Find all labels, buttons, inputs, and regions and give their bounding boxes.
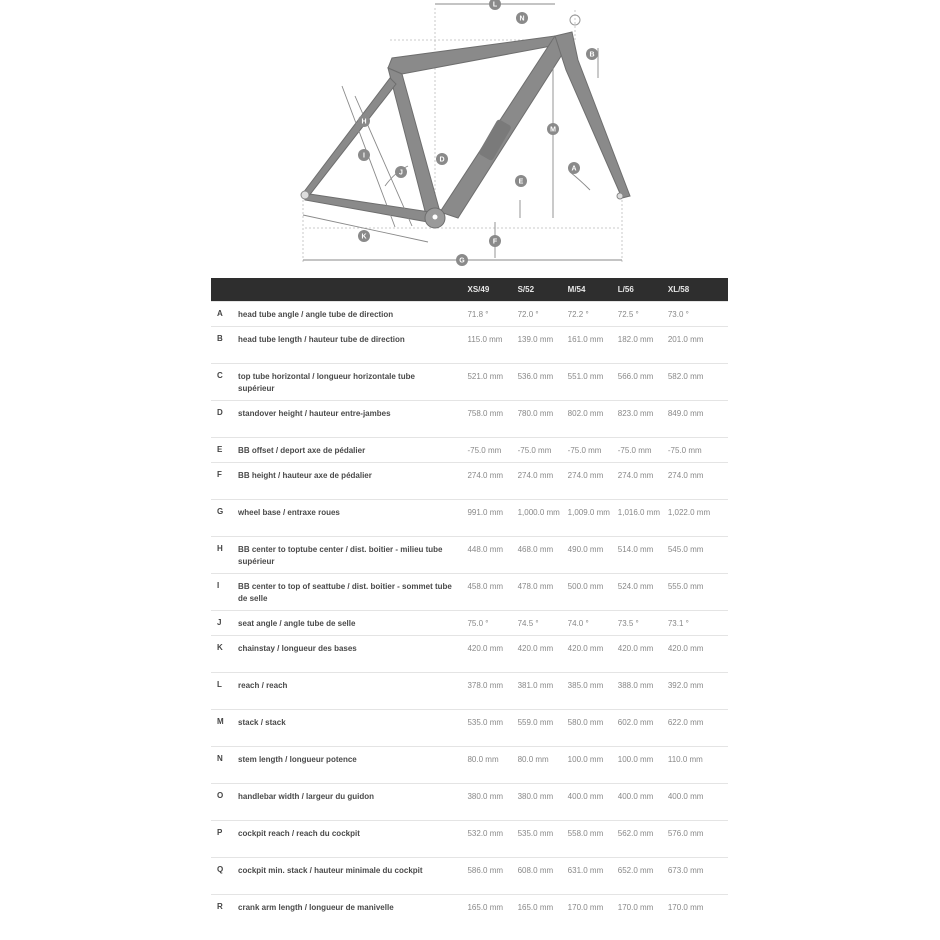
- row-value: 74.5 °: [518, 611, 568, 636]
- dimension-marker-i: [358, 149, 370, 161]
- row-value: 586.0 mm: [467, 858, 517, 895]
- row-value: 545.0 mm: [668, 537, 728, 574]
- row-value: 378.0 mm: [467, 673, 517, 710]
- dimension-marker-l: [489, 0, 501, 10]
- row-value: 400.0 mm: [568, 784, 618, 821]
- row-value: 139.0 mm: [518, 327, 568, 364]
- row-value: 100.0 mm: [618, 747, 668, 784]
- header-size-s: S/52: [518, 278, 568, 302]
- row-description: cockpit reach / reach du cockpit: [238, 821, 467, 858]
- row-letter: H: [211, 537, 238, 574]
- row-value: 80.0 mm: [518, 747, 568, 784]
- dimension-marker-k: [358, 230, 370, 242]
- row-value: 1,009.0 mm: [568, 500, 618, 537]
- row-value: 420.0 mm: [618, 636, 668, 673]
- table-row: [211, 747, 728, 784]
- row-letter: Q: [211, 858, 238, 895]
- table-row: [211, 574, 728, 611]
- row-value: 535.0 mm: [467, 710, 517, 747]
- row-value: 535.0 mm: [518, 821, 568, 858]
- row-value: 673.0 mm: [668, 858, 728, 895]
- row-value: 622.0 mm: [668, 710, 728, 747]
- dimension-marker-j: [395, 166, 407, 178]
- row-letter: D: [211, 401, 238, 438]
- table-row: [211, 784, 728, 821]
- svg-text:A: A: [571, 165, 577, 173]
- row-description: reach / reach: [238, 673, 467, 710]
- dimension-marker-b: [586, 48, 598, 60]
- header-size-m: M/54: [568, 278, 618, 302]
- row-value: 161.0 mm: [568, 327, 618, 364]
- row-description: head tube length / hauteur tube de direction: [238, 327, 467, 364]
- row-value: 274.0 mm: [467, 463, 517, 500]
- row-value: 72.5 °: [618, 302, 668, 327]
- row-description: standover height / hauteur entre-jambes: [238, 401, 467, 438]
- row-description: stem length / longueur potence: [238, 747, 467, 784]
- table-row: [211, 673, 728, 710]
- row-letter: G: [211, 500, 238, 537]
- header-description: [238, 278, 467, 302]
- svg-text:L: L: [492, 1, 498, 9]
- table-row: [211, 858, 728, 895]
- row-letter: B: [211, 327, 238, 364]
- row-value: 392.0 mm: [668, 673, 728, 710]
- row-description: stack / stack: [238, 710, 467, 747]
- row-value: 420.0 mm: [518, 636, 568, 673]
- dimension-marker-e: [515, 175, 527, 187]
- table-row: [211, 611, 728, 636]
- svg-text:H: H: [361, 118, 367, 126]
- row-value: 165.0 mm: [467, 895, 517, 932]
- row-value: 73.5 °: [618, 611, 668, 636]
- row-value: 562.0 mm: [618, 821, 668, 858]
- row-value: 165.0 mm: [518, 895, 568, 932]
- row-value: 780.0 mm: [518, 401, 568, 438]
- svg-text:M: M: [550, 126, 556, 134]
- row-value: 532.0 mm: [467, 821, 517, 858]
- dimension-marker-h: [358, 115, 370, 127]
- svg-text:E: E: [518, 178, 524, 186]
- row-letter: J: [211, 611, 238, 636]
- row-value: 558.0 mm: [568, 821, 618, 858]
- row-value: 274.0 mm: [618, 463, 668, 500]
- row-letter: F: [211, 463, 238, 500]
- table-row: [211, 710, 728, 747]
- row-value: -75.0 mm: [467, 438, 517, 463]
- geometry-table: [211, 278, 728, 932]
- row-value: 1,016.0 mm: [618, 500, 668, 537]
- row-value: 458.0 mm: [467, 574, 517, 611]
- row-letter: N: [211, 747, 238, 784]
- row-value: 524.0 mm: [618, 574, 668, 611]
- row-value: 420.0 mm: [467, 636, 517, 673]
- svg-text:N: N: [519, 15, 525, 23]
- frame-illustration: [0, 0, 940, 275]
- row-value: 652.0 mm: [618, 858, 668, 895]
- row-value: 478.0 mm: [518, 574, 568, 611]
- row-value: -75.0 mm: [618, 438, 668, 463]
- row-value: 849.0 mm: [668, 401, 728, 438]
- row-value: 1,000.0 mm: [518, 500, 568, 537]
- row-description: wheel base / entraxe roues: [238, 500, 467, 537]
- table-row: [211, 327, 728, 364]
- dimension-marker-f: [489, 235, 501, 247]
- svg-text:G: G: [459, 257, 465, 265]
- row-value: 608.0 mm: [518, 858, 568, 895]
- row-value: 385.0 mm: [568, 673, 618, 710]
- row-value: 582.0 mm: [668, 364, 728, 401]
- row-value: 555.0 mm: [668, 574, 728, 611]
- row-description: crank arm length / longueur de manivelle: [238, 895, 467, 932]
- row-value: 74.0 °: [568, 611, 618, 636]
- row-letter: O: [211, 784, 238, 821]
- dimension-marker-d: [436, 153, 448, 165]
- row-value: 170.0 mm: [668, 895, 728, 932]
- row-value: -75.0 mm: [518, 438, 568, 463]
- row-value: 71.8 °: [467, 302, 517, 327]
- row-description: cockpit min. stack / hauteur minimale du cockpit: [238, 858, 467, 895]
- header-size-xs: XS/49: [467, 278, 517, 302]
- row-value: 170.0 mm: [568, 895, 618, 932]
- row-letter: I: [211, 574, 238, 611]
- row-value: 490.0 mm: [568, 537, 618, 574]
- row-value: 468.0 mm: [518, 537, 568, 574]
- row-letter: L: [211, 673, 238, 710]
- row-description: seat angle / angle tube de selle: [238, 611, 467, 636]
- row-value: 514.0 mm: [618, 537, 668, 574]
- svg-text:B: B: [589, 51, 595, 59]
- row-letter: E: [211, 438, 238, 463]
- row-letter: M: [211, 710, 238, 747]
- svg-text:I: I: [363, 152, 365, 160]
- row-letter: P: [211, 821, 238, 858]
- row-value: 400.0 mm: [668, 784, 728, 821]
- frame-shape: [303, 32, 630, 222]
- row-description: head tube angle / angle tube de direction: [238, 302, 467, 327]
- row-value: 420.0 mm: [668, 636, 728, 673]
- row-letter: K: [211, 636, 238, 673]
- row-value: 381.0 mm: [518, 673, 568, 710]
- header-size-xl: XL/58: [668, 278, 728, 302]
- header-size-l: L/56: [618, 278, 668, 302]
- svg-text:D: D: [439, 156, 445, 164]
- table-row: [211, 302, 728, 327]
- dimension-marker-a: [568, 162, 580, 174]
- row-letter: A: [211, 302, 238, 327]
- row-value: 380.0 mm: [518, 784, 568, 821]
- row-value: 420.0 mm: [568, 636, 618, 673]
- row-value: 73.1 °: [668, 611, 728, 636]
- row-value: 823.0 mm: [618, 401, 668, 438]
- table-row: [211, 636, 728, 673]
- svg-text:K: K: [361, 233, 367, 241]
- row-value: 380.0 mm: [467, 784, 517, 821]
- row-value: 566.0 mm: [618, 364, 668, 401]
- row-value: 274.0 mm: [668, 463, 728, 500]
- table-row: [211, 537, 728, 574]
- dimension-marker-n: [516, 12, 528, 24]
- header-letter: [211, 278, 238, 302]
- row-value: 521.0 mm: [467, 364, 517, 401]
- table-row: [211, 821, 728, 858]
- row-description: top tube horizontal / longueur horizontale tube supérieur: [238, 364, 467, 401]
- row-description: chainstay / longueur des bases: [238, 636, 467, 673]
- row-value: 551.0 mm: [568, 364, 618, 401]
- table-row: [211, 895, 728, 932]
- svg-text:F: F: [492, 238, 498, 246]
- row-letter: C: [211, 364, 238, 401]
- row-value: 115.0 mm: [467, 327, 517, 364]
- row-value: 500.0 mm: [568, 574, 618, 611]
- row-value: 448.0 mm: [467, 537, 517, 574]
- table-row: [211, 500, 728, 537]
- row-value: 536.0 mm: [518, 364, 568, 401]
- row-value: 201.0 mm: [668, 327, 728, 364]
- table-row: [211, 438, 728, 463]
- row-value: 73.0 °: [668, 302, 728, 327]
- table-row: [211, 364, 728, 401]
- row-value: 631.0 mm: [568, 858, 618, 895]
- row-value: 758.0 mm: [467, 401, 517, 438]
- row-value: 110.0 mm: [668, 747, 728, 784]
- row-value: 75.0 °: [467, 611, 517, 636]
- row-value: 991.0 mm: [467, 500, 517, 537]
- row-value: 576.0 mm: [668, 821, 728, 858]
- row-value: 100.0 mm: [568, 747, 618, 784]
- row-value: 80.0 mm: [467, 747, 517, 784]
- table-body: [211, 302, 728, 932]
- table-row: [211, 463, 728, 500]
- row-value: -75.0 mm: [668, 438, 728, 463]
- row-value: 182.0 mm: [618, 327, 668, 364]
- row-value: 388.0 mm: [618, 673, 668, 710]
- row-description: BB center to top of seattube / dist. boitier - sommet tube de selle: [238, 574, 467, 611]
- svg-text:J: J: [399, 169, 403, 177]
- table-header-row: [211, 278, 728, 302]
- row-value: 1,022.0 mm: [668, 500, 728, 537]
- table-row: [211, 401, 728, 438]
- row-value: 400.0 mm: [618, 784, 668, 821]
- row-value: 274.0 mm: [568, 463, 618, 500]
- row-value: 170.0 mm: [618, 895, 668, 932]
- dimension-marker-m: [547, 123, 559, 135]
- row-description: BB height / hauteur axe de pédalier: [238, 463, 467, 500]
- dimension-marker-g: [456, 254, 468, 266]
- row-value: 274.0 mm: [518, 463, 568, 500]
- row-description: BB offset / deport axe de pédalier: [238, 438, 467, 463]
- row-value: -75.0 mm: [568, 438, 618, 463]
- row-value: 802.0 mm: [568, 401, 618, 438]
- row-description: handlebar width / largeur du guidon: [238, 784, 467, 821]
- row-value: 72.2 °: [568, 302, 618, 327]
- row-description: BB center to toptube center / dist. boitier - milieu tube supérieur: [238, 537, 467, 574]
- row-value: 559.0 mm: [518, 710, 568, 747]
- row-value: 72.0 °: [518, 302, 568, 327]
- row-value: 580.0 mm: [568, 710, 618, 747]
- row-value: 602.0 mm: [618, 710, 668, 747]
- frame-geometry-diagram: [0, 0, 940, 275]
- row-letter: R: [211, 895, 238, 932]
